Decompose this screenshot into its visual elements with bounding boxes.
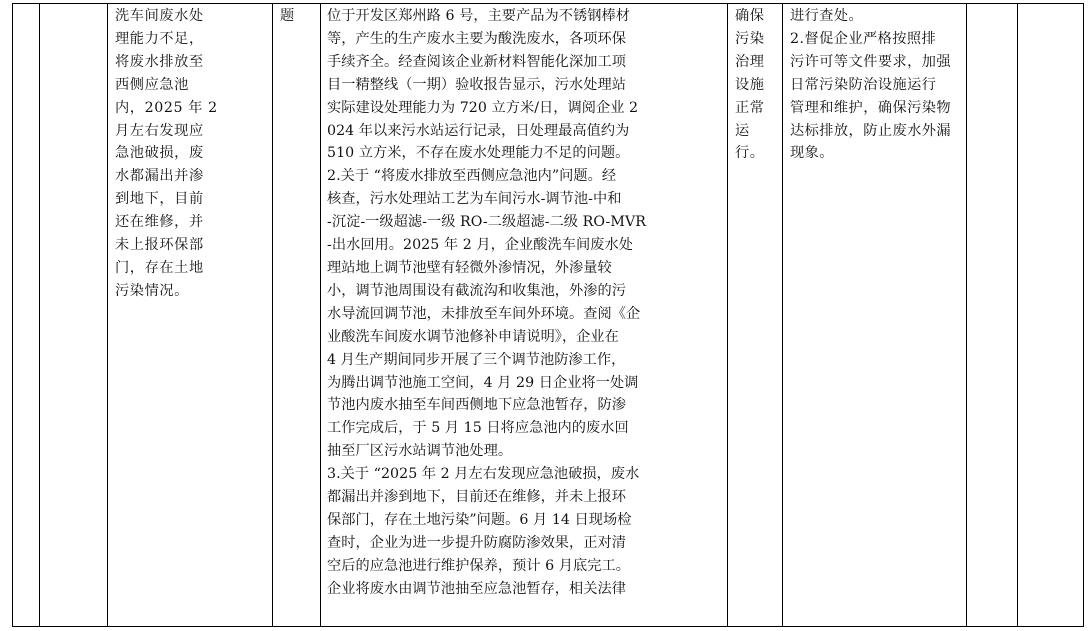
table-border-right xyxy=(1083,3,1084,627)
handling-measures-cell: 进行查处。 2.督促企业严格按照排 污许可等文件要求，加强 日常污染防治设施运行 管理和维护，确保污染物 达标排放，防止废水外漏 现象。 xyxy=(790,8,952,162)
column-divider xyxy=(320,3,321,627)
table-border-bottom xyxy=(12,626,1084,627)
column-divider xyxy=(39,3,40,627)
table-border-left xyxy=(12,3,13,627)
column-divider xyxy=(107,3,108,627)
column-divider xyxy=(966,3,967,627)
complaint-type-cell: 题 xyxy=(280,8,295,24)
verification-findings-cell: 位于开发区郑州路 6 号，主要产品为不锈钢棒材 等，产生的生产废水主要为酸洗废水，各项环保 手续齐全。经查阅该企业新材料智能化深加工项 目一精整线（一期）验收报告显示，污水处理站 实际建设处理能力为 720 立方米/日，调阅企业 2 024 年以来污水站运行记录，日处理最高值约为 510 立方米，不存在废水处理能力不足的问题。 2.关于 “将废水排放至西侧应急池内”问题。经 核查，污水处理站工艺为车间污水-调节池-中和 -沉淀-一级超滤-一级 RO-二级超滤-二级 RO-MVR -出水回用。2025 年 2 月，企业酸洗车间废水处 理站地上调节池壁有轻微外渗情况，外渗量较 小，调节池周围设有截流沟和收集池，外渗的污 水导流回调节池，未排放至车间外环境。查阅《企 业酸洗车间废水调节池修补申请说明》，企业在 4 月生产期间同步开展了三个调节池防渗工作， 为腾出调节池施工空间，4 月 29 日企业将一处调 节池内废水抽至车间西侧地下应急池暂存，防渗 工作完成后，于 5 月 15 日将应急池内的废水回 抽至厂区污水站调节池处理。 3.关于 “2025 年 2 月左右发现应急池破损，废水 都漏出并渗到地下，目前还在维修，并未上报环 保部门，存在土地污染”问题。6 月 14 日现场检 查时，企业为进一步提升防腐防渗效果，正对清 空后的应急池进行维护保养，预计 6 月底完工。 企业将废水由调节池抽至应急池暂存，相关法律 xyxy=(327,8,646,597)
column-divider xyxy=(782,3,783,627)
column-divider xyxy=(272,3,273,627)
column-divider xyxy=(1017,3,1018,627)
complaint-content-cell: 洗车间废水处 理能力不足， 将废水排放至 西侧应急池 内，2025 年 2 月左右发现应 急池破损，废 水都漏出并渗 到地下，目前 还在维修，并 未上报环保部 门，存在土地 污染情况。 xyxy=(115,8,218,299)
table-border-top xyxy=(12,3,1084,4)
column-divider xyxy=(727,3,728,627)
conclusion-cell: 确保 污染 治理 设施 正常 运 行。 xyxy=(735,8,765,162)
